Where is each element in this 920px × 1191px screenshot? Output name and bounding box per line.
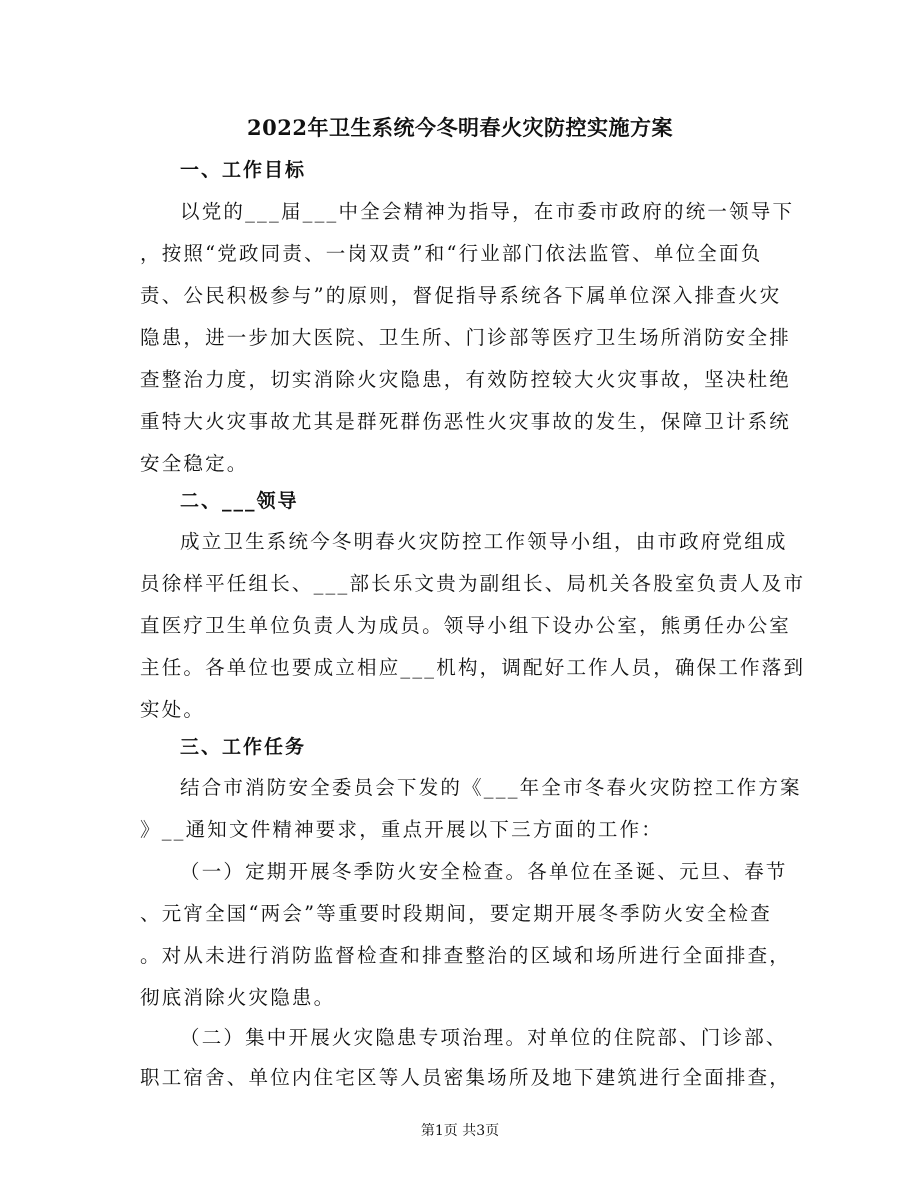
paragraph-line: 实处。 bbox=[140, 698, 206, 721]
paragraph-line: 彻底消除火灾隐患。 bbox=[140, 986, 336, 1009]
paragraph-line: 责、公民积极参与”的原则，督促指导系统各下属单位深入排查火灾 bbox=[140, 284, 782, 307]
paragraph-line: 。对从未进行消防监督检查和排查整治的区域和场所进行全面排查， bbox=[140, 944, 792, 967]
paragraph-line: 员徐样平任组长、___部长乐文贵为副组长、局机关各股室负责人及市 bbox=[140, 572, 806, 595]
paragraph-line: 职工宿舍、单位内住宅区等人员密集场所及地下建筑进行全面排查， bbox=[140, 1066, 792, 1089]
paragraph-line: 结合市消防安全委员会下发的《___年全市冬春火灾防控工作方案 bbox=[180, 776, 802, 799]
paragraph-line: ，按照“党政同责、一岗双责”和“行业部门依法监管、单位全面负 bbox=[140, 242, 763, 265]
page-footer: 第1页 共3页 bbox=[420, 1123, 500, 1139]
section-heading-1: 一、工作目标 bbox=[180, 159, 307, 181]
paragraph-line: 查整治力度，切实消除火灾隐患，有效防控较大火灾事故，坚决杜绝 bbox=[140, 368, 792, 391]
paragraph-line: 重特大火灾事故尤其是群死群伤恶性火灾事故的发生，保障卫计系统 bbox=[140, 410, 792, 433]
paragraph-line: （二）集中开展火灾隐患专项治理。对单位的住院部、门诊部、 bbox=[180, 1026, 788, 1049]
section-heading-3: 三、工作任务 bbox=[180, 736, 307, 758]
document-title: 2022年卫生系统今冬明春火灾防控实施方案 bbox=[247, 115, 673, 140]
paragraph-line: 直医疗卫生单位负责人为成员。领导小组下设办公室，熊勇任办公室 bbox=[140, 614, 792, 637]
section-heading-2: 二、___领导 bbox=[180, 490, 299, 512]
paragraph-line: 主任。各单位也要成立相应___机构，调配好工作人员，确保工作落到 bbox=[140, 656, 806, 679]
paragraph-line: 、元宵全国“两会”等重要时段期间，要定期开展冬季防火安全检查 bbox=[140, 902, 772, 925]
paragraph-line: 安全稳定。 bbox=[140, 452, 249, 475]
paragraph-line: 以党的___届___中全会精神为指导，在市委市政府的统一领导下 bbox=[180, 200, 795, 223]
paragraph-line: （一）定期开展冬季防火安全检查。各单位在圣诞、元旦、春节 bbox=[180, 860, 788, 883]
paragraph-line: 隐患，进一步加大医院、卫生所、门诊部等医疗卫生场所消防安全排 bbox=[140, 326, 792, 349]
paragraph-line: 成立卫生系统今冬明春火灾防控工作领导小组，由市政府党组成 bbox=[180, 530, 788, 553]
paragraph-line: 》__通知文件精神要求，重点开展以下三方面的工作： bbox=[140, 818, 664, 841]
